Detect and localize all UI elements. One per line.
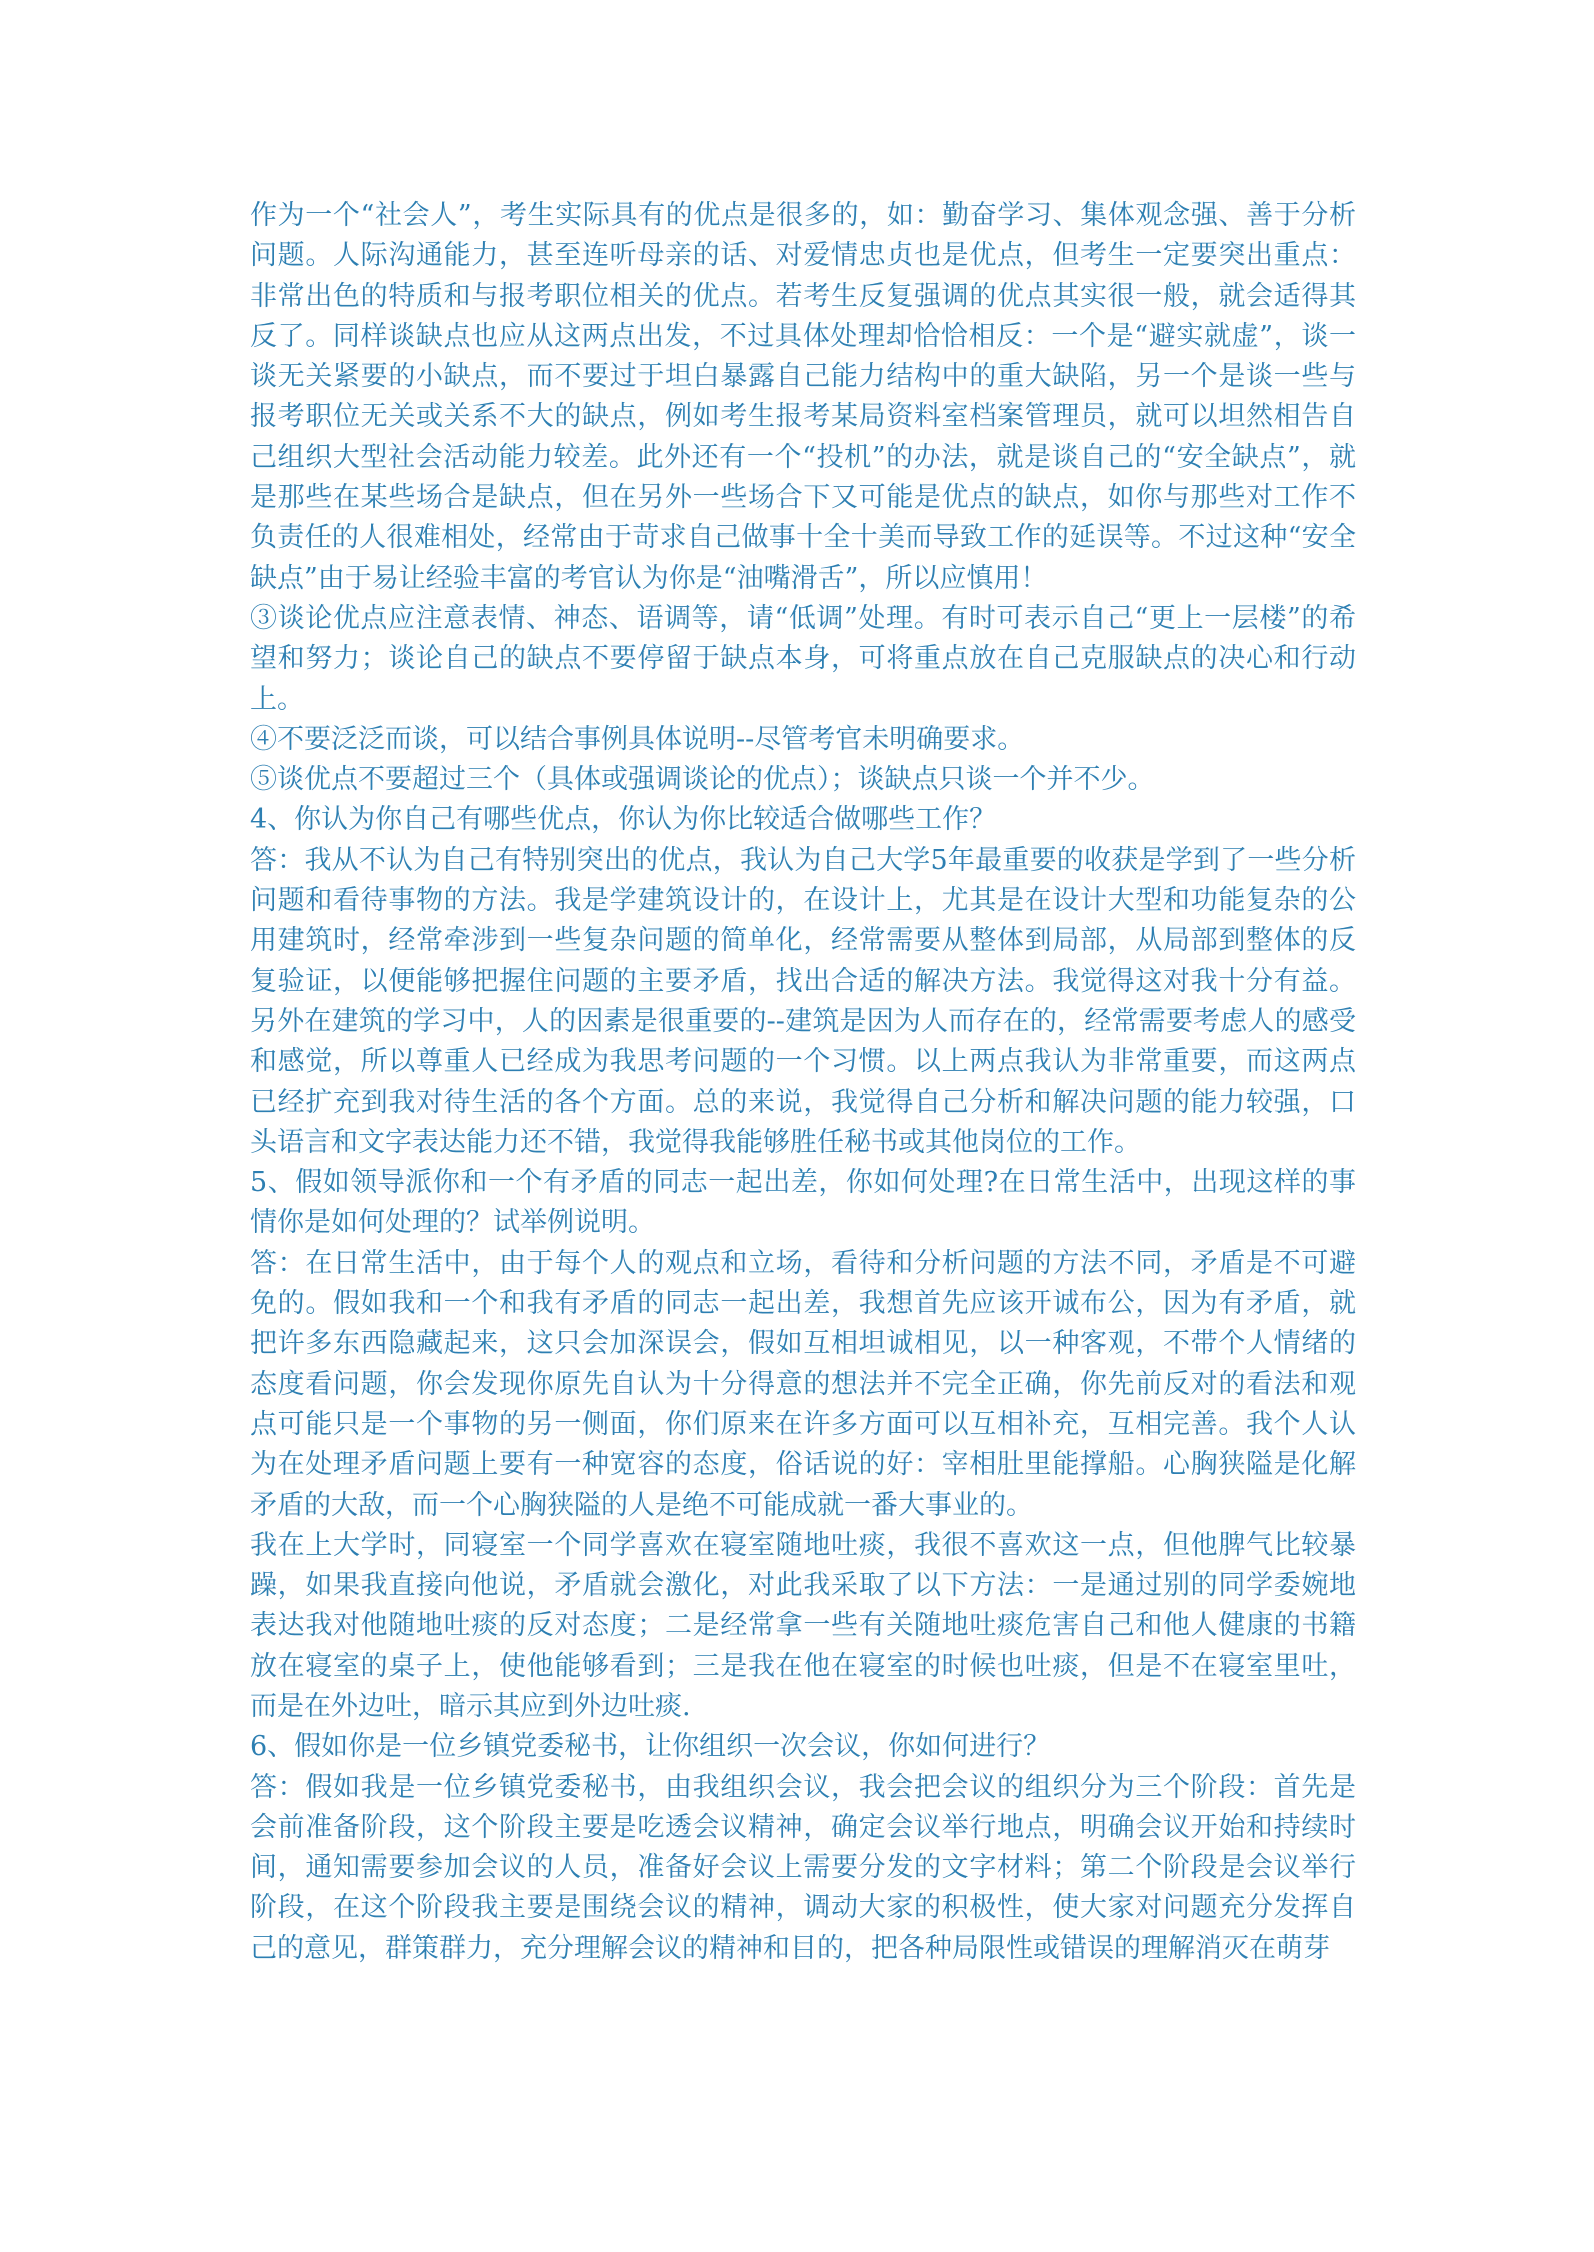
paragraph-point-5: ⑤谈优点不要超过三个（具体或强调谈论的优点）；谈缺点只谈一个并不少。 <box>250 764 1155 796</box>
question-5: 5、假如领导派你和一个有矛盾的同志一起出差，你如何处理?在日常生活中，出现这样的事情你是如何处理的？试举例说明。 <box>250 1167 1356 1239</box>
document-body <box>250 196 1356 1969</box>
answer-4: 答：我从不认为自己有特别突出的优点，我认为自己大学5年最重要的收获是学到了一些分析问题和看待事物的方法。我是学建筑设计的，在设计上，尤其是在设计大型和功能复杂的公用建筑时，经常牵涉到一些复杂问题的简单化，经常需要从整体到局部，从局部到整体的反复验证，以便能够把握住问题的主要矛盾，找出合适的解决方法。我觉得这对我十分有益。另外在建筑的学习中，人的因素是很重要的--建筑是因为人而存在的，经常需要考虑人的感受和感觉，所以尊重人已经成为我思考问题的一个习惯。以上两点我认为非常重要，而这两点已经扩充到我对待生活的各个方面。总的来说，我觉得自己分析和解决问题的能力较强，口头语言和文字表达能力还不错，我觉得我能够胜任秘书或其他岗位的工作。 <box>250 844 1356 1158</box>
answer-5-example: 我在上大学时，同寝室一个同学喜欢在寝室随地吐痰，我很不喜欢这一点，但他脾气比较暴躁，如果我直接向他说，矛盾就会激化，对此我采取了以下方法：一是通过别的同学委婉地表达我对他随地吐痰的反对态度；二是经常拿一些有关随地吐痰危害自己和他人健康的书籍放在寝室的桌子上，使他能够看到；三是我在他在寝室的时候也吐痰，但是不在寝室里吐，而是在外边吐，暗示其应到外边吐痰. <box>250 1529 1356 1722</box>
question-4: 4、你认为你自己有哪些优点，你认为你比较适合做哪些工作？ <box>250 804 997 836</box>
paragraph-point-3: ③谈论优点应注意表情、神态、语调等，请“低调”处理。有时可表示自己“更上一层楼”的希望和努力；谈论自己的缺点不要停留于缺点本身，可将重点放在自己克服缺点的决心和行动上。 <box>250 602 1356 715</box>
question-6: 6、假如你是一位乡镇党委秘书，让你组织一次会议，你如何进行？ <box>250 1731 1051 1763</box>
answer-6: 答：假如我是一位乡镇党委秘书，由我组织会议，我会把会议的组织分为三个阶段：首先是会前准备阶段，这个阶段主要是吃透会议精神，确定会议举行地点，明确会议开始和持续时间，通知需要参加会议的人员，准备好会议上需要分发的文字材料；第二个阶段是会议举行阶段，在这个阶段我主要是围绕会议的精神，调动大家的积极性，使大家对问题充分发挥自己的意见，群策群力，充分理解会议的精神和目的，把各种局限性或错误的理解消灭在萌芽 <box>250 1771 1356 1964</box>
answer-5: 答：在日常生活中，由于每个人的观点和立场，看待和分析问题的方法不同，矛盾是不可避免的。假如我和一个和我有矛盾的同志一起出差，我想首先应该开诚布公，因为有矛盾，就把许多东西隐藏起来，这只会加深误会，假如互相坦诚相见，以一种客观，不带个人情绪的态度看问题，你会发现你原先自认为十分得意的想法并不完全正确，你先前反对的看法和观点可能只是一个事物的另一侧面，你们原来在许多方面可以互相补充，互相完善。我个人认为在处理矛盾问题上要有一种宽容的态度，俗话说的好：宰相肚里能撑船。心胸狭隘是化解矛盾的大敌，而一个心胸狭隘的人是绝不可能成就一番大事业的。 <box>250 1247 1356 1521</box>
paragraph-point-4: ④不要泛泛而谈，可以结合事例具体说明--尽管考官未明确要求。 <box>250 723 1025 755</box>
paragraph-strengths-weaknesses: 作为一个“社会人”，考生实际具有的优点是很多的，如：勤奋学习、集体观念强、善于分析问题。人际沟通能力，甚至连听母亲的话、对爱情忠贞也是优点，但考生一定要突出重点：非常出色的特质和与报考职位相关的优点。若考生反复强调的优点其实很一般，就会适得其反了。同样谈缺点也应从这两点出发，不过具体处理却恰恰相反：一个是“避实就虚”，谈一谈无关紧要的小缺点，而不要过于坦白暴露自己能力结构中的重大缺陷，另一个是谈一些与报考职位无关或关系不大的缺点，例如考生报考某局资料室档案管理员，就可以坦然相告自己组织大型社会活动能力较差。此外还有一个“投机”的办法，就是谈自己的“安全缺点”，就是那些在某些场合是缺点，但在另外一些场合下又可能是优点的缺点，如你与那些对工作不负责任的人很难相处，经常由于苛求自己做事十全十美而导致工作的延误等。不过这种“安全缺点”由于易让经验丰富的考官认为你是“油嘴滑舌”，所以应慎用！ <box>250 200 1356 594</box>
